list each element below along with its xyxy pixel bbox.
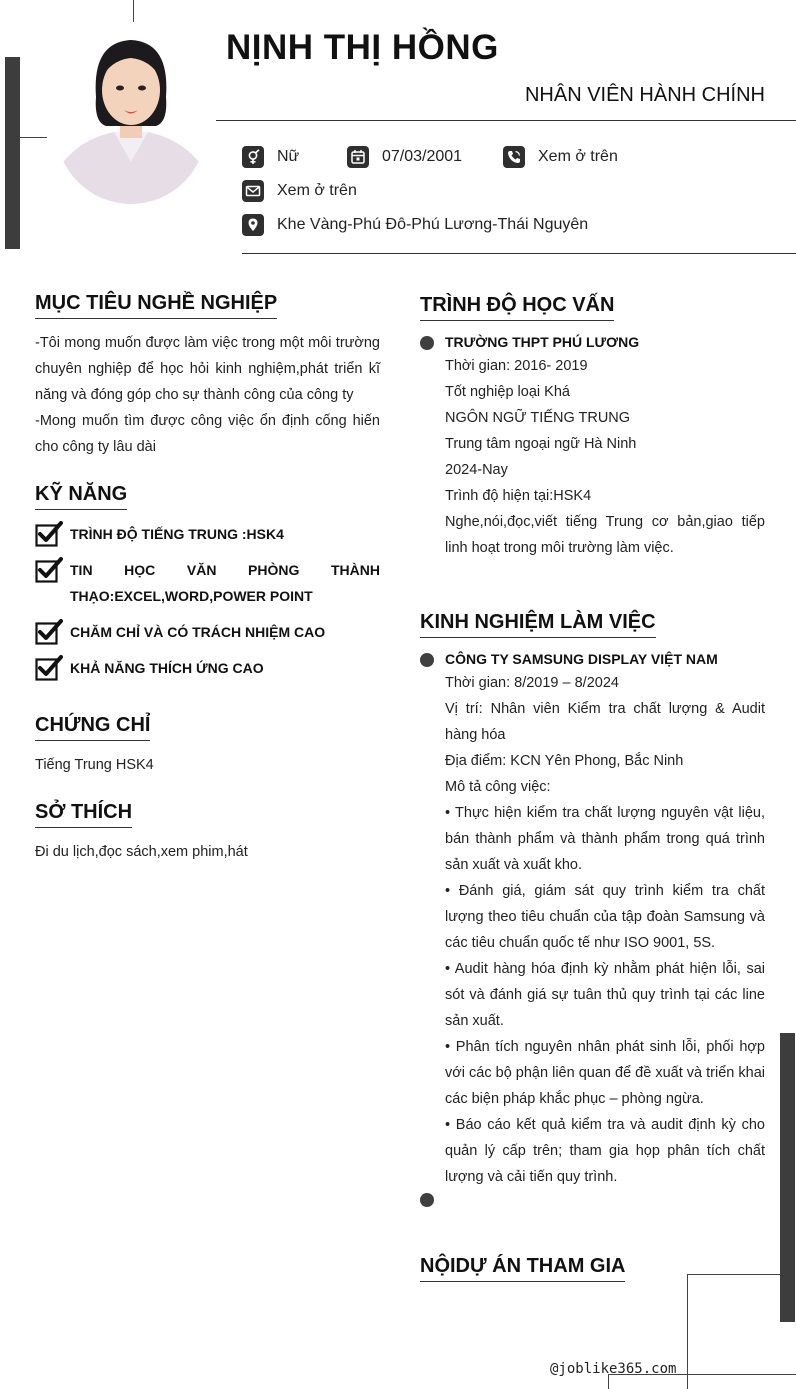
corner-box-left xyxy=(687,1274,688,1389)
skill-item xyxy=(35,557,380,609)
timeline-bullet xyxy=(420,1193,434,1207)
skill-item xyxy=(35,655,380,681)
hobbies-title: SỞ THÍCH xyxy=(35,801,132,828)
birthdate-value: 07/03/2001 xyxy=(382,148,463,165)
experience-line: • Thực hiện kiểm tra chất lượng nguyên vật liệu, bán thành phẩm và thành phẩm trong quá trình sản xuất và xuất kho. xyxy=(445,805,765,873)
skill-item xyxy=(35,619,380,645)
education-line: Trình độ hiện tại:HSK4 xyxy=(445,488,592,504)
objective-paragraph: -Mong muốn tìm được công việc ổn định cống hiến cho công ty lâu dài xyxy=(35,413,380,455)
education-title: TRÌNH ĐỘ HỌC VẤN xyxy=(420,294,614,321)
skill-item xyxy=(35,521,380,547)
education-line: Trung tâm ngoại ngữ Hà Ninh xyxy=(445,436,637,452)
watermark: @joblike365.com xyxy=(550,1361,677,1377)
education-line: 2024-Nay xyxy=(445,462,508,478)
experience-line: Mô tả công việc: xyxy=(445,779,551,795)
skill-label: CHĂM CHỈ VÀ CÓ TRÁCH NHIỆM CAO xyxy=(70,624,326,640)
hobbies-text: Đi du lịch,đọc sách,xem phim,hát xyxy=(35,844,248,860)
timeline-bullet xyxy=(420,653,434,667)
checkbox-checked-icon xyxy=(35,521,63,547)
left-tick-line xyxy=(20,137,47,138)
education-line: Tốt nghiệp loại Khá xyxy=(445,384,570,400)
education-line: Nghe,nói,đọc,viết tiếng Trung cơ bản,giao tiếp linh hoạt trong môi trường làm việc. xyxy=(445,514,765,556)
skill-label: TRÌNH ĐỘ TIẾNG TRUNG :HSK4 xyxy=(70,526,284,542)
education-details xyxy=(445,353,765,561)
calendar-icon xyxy=(347,146,369,168)
projects-title: NỘIDỰ ÁN THAM GIA xyxy=(420,1255,625,1282)
envelope-icon xyxy=(242,180,264,202)
checkbox-checked-icon xyxy=(35,655,63,681)
email-value: Xem ở trên xyxy=(277,182,357,199)
education-line: NGÔN NGỮ TIẾNG TRUNG xyxy=(445,410,631,426)
skill-label: TIN HỌC VĂN PHÒNG THÀNH THẠO:EXCEL,WORD,POWER POINT xyxy=(70,562,380,604)
contact-birthdate xyxy=(347,146,462,168)
experience-line: Địa điểm: KCN Yên Phong, Bắc Ninh xyxy=(445,753,684,769)
school-name: TRƯỜNG THPT PHÚ LƯƠNG xyxy=(445,334,640,350)
experience-line: • Phân tích nguyên nhân phát sinh lỗi, phối hợp với các bộ phận liên quan để đề xuất và triển khai các biện pháp khắc phục – phòng ngừa. xyxy=(445,1039,765,1107)
address-value: Khe Vàng-Phú Đô-Phú Lương-Thái Nguyên xyxy=(277,216,589,233)
experience-line: Thời gian: 8/2019 – 8/2024 xyxy=(445,675,619,691)
objective-paragraph: -Tôi mong muốn được làm việc trong một môi trường chuyên nghiệp để học hỏi kinh nghiệm,phát triển kĩ năng và đóng góp cho sự thành công của công ty xyxy=(35,335,380,403)
header-divider xyxy=(216,120,796,121)
certificates-text: Tiếng Trung HSK4 xyxy=(35,757,154,773)
skill-label: KHẢ NĂNG THÍCH ỨNG CAO xyxy=(70,660,264,676)
objective-text xyxy=(35,330,380,460)
right-accent-bar xyxy=(780,1033,795,1322)
checkbox-checked-icon xyxy=(35,619,63,645)
contact-phone xyxy=(503,146,618,168)
phone-icon xyxy=(503,146,525,168)
skills-title: KỸ NĂNG xyxy=(35,483,127,510)
phone-value: Xem ở trên xyxy=(538,148,618,165)
corner-box-top xyxy=(687,1274,780,1275)
certificates-title: CHỨNG CHỈ xyxy=(35,714,150,741)
profile-photo xyxy=(56,22,206,204)
avatar xyxy=(56,22,206,204)
experience-line: • Báo cáo kết quả kiểm tra và audit định kỳ cho quản lý cấp trên; tham gia họp phân tích chất lượng và cải tiến quy trình. xyxy=(445,1117,765,1185)
timeline-bullet xyxy=(420,336,434,350)
contact-email xyxy=(242,180,357,202)
experience-line: Vị trí: Nhân viên Kiểm tra chất lượng & Audit hàng hóa xyxy=(445,701,765,743)
gender-icon xyxy=(242,146,264,168)
experience-details xyxy=(445,670,765,1190)
left-accent-bar xyxy=(5,57,20,249)
contact-address xyxy=(242,214,588,236)
education-line: Thời gian: 2016- 2019 xyxy=(445,358,588,374)
job-title: NHÂN VIÊN HÀNH CHÍNH xyxy=(524,84,765,106)
experience-title: KINH NGHIỆM LÀM VIỆC xyxy=(420,611,656,638)
contact-divider xyxy=(242,253,796,254)
objective-title: MỤC TIÊU NGHỀ NGHIỆP xyxy=(35,292,277,319)
checkbox-checked-icon xyxy=(35,557,63,583)
company-name: CÔNG TY SAMSUNG DISPLAY VIỆT NAM xyxy=(445,651,718,667)
gender-value: Nữ xyxy=(277,148,300,165)
candidate-name: NỊNH THỊ HỒNG xyxy=(226,28,499,67)
contact-gender xyxy=(242,146,299,168)
experience-line: • Đánh giá, giám sát quy trình kiểm tra chất lượng theo tiêu chuẩn của tập đoàn Samsung và các tiêu chuẩn quốc tế như ISO 9001, 5S. xyxy=(445,883,765,951)
location-pin-icon xyxy=(242,214,264,236)
experience-line: • Audit hàng hóa định kỳ nhằm phát hiện lỗi, sai sót và đánh giá sự tuân thủ quy trình tại các line sản xuất. xyxy=(445,961,765,1029)
